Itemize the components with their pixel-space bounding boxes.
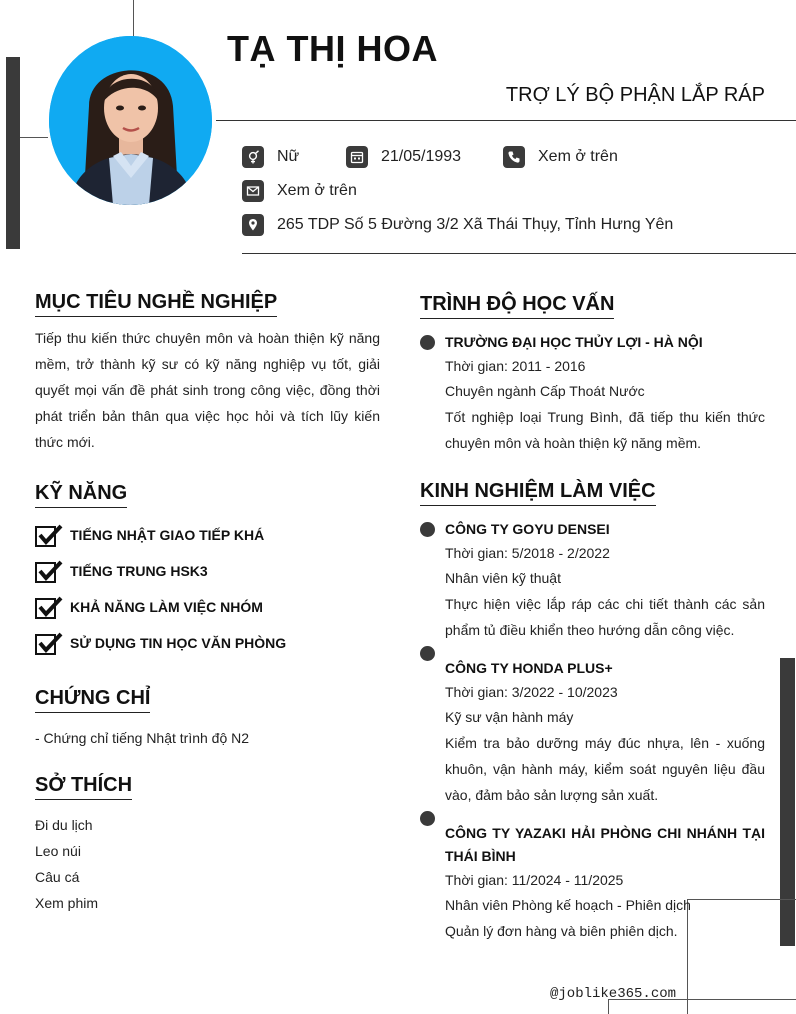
skill-label: KHẢ NĂNG LÀM VIỆC NHÓM [70, 599, 263, 615]
company-name: CÔNG TY YAZAKI HẢI PHÒNG CHI NHÁNH TẠI THÁI BÌNH [445, 825, 765, 864]
certificates-heading: CHỨNG CHỈ [35, 687, 150, 713]
location-icon [242, 214, 264, 236]
objective-heading: MỤC TIÊU NGHỀ NGHIỆP [35, 291, 277, 317]
checkbox-icon [35, 596, 61, 618]
calendar-icon [346, 146, 368, 168]
job-description: Kiểm tra bảo dưỡng máy đúc nhựa, lên - xuống khuôn, vận hành máy, kiểm soát nguyên liệu đầu vào, đảm bảo sản lượng sản xuất. [445, 735, 765, 803]
education-entry [445, 331, 765, 456]
education-heading: TRÌNH ĐỘ HỌC VẤN [420, 293, 614, 319]
skills-list [35, 523, 380, 655]
contact-email [242, 180, 357, 202]
avatar-portrait [49, 36, 212, 205]
job-position: Kỹ sư vận hành máy [445, 709, 574, 725]
left-accent-bar [6, 57, 20, 249]
company-name: CÔNG TY HONDA PLUS+ [445, 660, 613, 676]
hobbies-list [35, 812, 380, 916]
job-description: Quản lý đơn hàng và biên phiên dịch. [445, 923, 678, 939]
email-value: Xem ở trên [277, 182, 357, 199]
checkbox-icon [35, 632, 61, 654]
skill-item [35, 523, 380, 547]
objective-text: Tiếp thu kiến thức chuyên môn và hoàn thiện kỹ năng mềm, trở thành kỹ sư có kỹ năng nghiệp vụ tốt, giải quyết mọi vấn đề phát sinh trong công việc, đồng thời phát triển bản thân qua việc học hỏi và tích lũy kiến thức mới. [35, 330, 380, 450]
contact-birthdate [346, 146, 461, 168]
contact-underline [242, 253, 796, 254]
timeline-dot [420, 811, 435, 826]
gender-icon [242, 146, 264, 168]
hobbies-section [35, 774, 380, 916]
education-time: Thời gian: 2011 - 2016 [445, 358, 586, 374]
education-description: Tốt nghiệp loại Trung Bình, đã tiếp thu kiến thức chuyên môn và hoàn thiện kỹ năng mềm. [445, 409, 765, 451]
certificate-item: - Chứng chỉ tiếng Nhật trình độ N2 [35, 730, 250, 746]
candidate-name: TẠ THỊ HOA [227, 28, 438, 69]
education-section [420, 293, 765, 319]
contact-address [242, 214, 673, 236]
left-divider-line [20, 137, 48, 138]
job-entry [445, 518, 765, 643]
title-underline [216, 120, 796, 121]
checkbox-icon [35, 560, 61, 582]
skill-label: SỬ DỤNG TIN HỌC VĂN PHÒNG [70, 635, 287, 651]
phone-value: Xem ở trên [538, 148, 618, 165]
contact-phone [503, 146, 618, 168]
skills-section [35, 482, 380, 655]
experience-heading: KINH NGHIỆM LÀM VIỆC [420, 480, 656, 506]
hobby-item: Leo núi [35, 843, 81, 859]
skill-item [35, 595, 380, 619]
skills-heading: KỸ NĂNG [35, 482, 127, 508]
gender-value: Nữ [277, 148, 300, 165]
avatar [49, 36, 212, 205]
contact-gender [242, 146, 299, 168]
job-title: TRỢ LÝ BỘ PHẬN LẮP RÁP [505, 84, 765, 106]
birthdate-value: 21/05/1993 [381, 148, 462, 165]
address-value: 265 TDP Số 5 Đường 3/2 Xã Thái Thụy, Tỉnh Hưng Yên [277, 216, 674, 233]
job-time: Thời gian: 3/2022 - 10/2023 [445, 684, 618, 700]
skill-label: TIẾNG TRUNG HSK3 [70, 563, 208, 579]
hobby-item: Câu cá [35, 869, 80, 885]
job-entry [445, 822, 765, 944]
hobbies-heading: SỞ THÍCH [35, 774, 132, 800]
job-position: Nhân viên Phòng kế hoạch - Phiên dịch [445, 897, 691, 913]
watermark: @joblike365.com [550, 986, 677, 1002]
email-icon [242, 180, 264, 202]
hobby-item: Đi du lịch [35, 817, 93, 833]
timeline-dot [420, 335, 435, 350]
top-divider-line [133, 0, 134, 36]
timeline-dot [420, 522, 435, 537]
skill-item [35, 631, 380, 655]
certificates-section [35, 687, 380, 751]
timeline-dot [420, 646, 435, 661]
hobby-item: Xem phim [35, 895, 99, 911]
school-name: TRƯỜNG ĐẠI HỌC THỦY LỢI - HÀ NỘI [445, 334, 703, 350]
education-major: Chuyên ngành Cấp Thoát Nước [445, 383, 645, 399]
job-entry [445, 657, 765, 808]
job-time: Thời gian: 11/2024 - 11/2025 [445, 872, 624, 888]
phone-icon [503, 146, 525, 168]
job-position: Nhân viên kỹ thuật [445, 570, 561, 586]
skill-item [35, 559, 380, 583]
experience-section [420, 480, 765, 506]
skill-label: TIẾNG NHẬT GIAO TIẾP KHÁ [70, 527, 265, 543]
job-time: Thời gian: 5/2018 - 2/2022 [445, 545, 610, 561]
company-name: CÔNG TY GOYU DENSEI [445, 521, 610, 537]
checkbox-icon [35, 524, 61, 546]
objective-section [35, 291, 380, 455]
job-description: Thực hiện việc lắp ráp các chi tiết thành các sản phẩm tủ điều khiển theo hướng dẫn công việc. [445, 596, 765, 638]
